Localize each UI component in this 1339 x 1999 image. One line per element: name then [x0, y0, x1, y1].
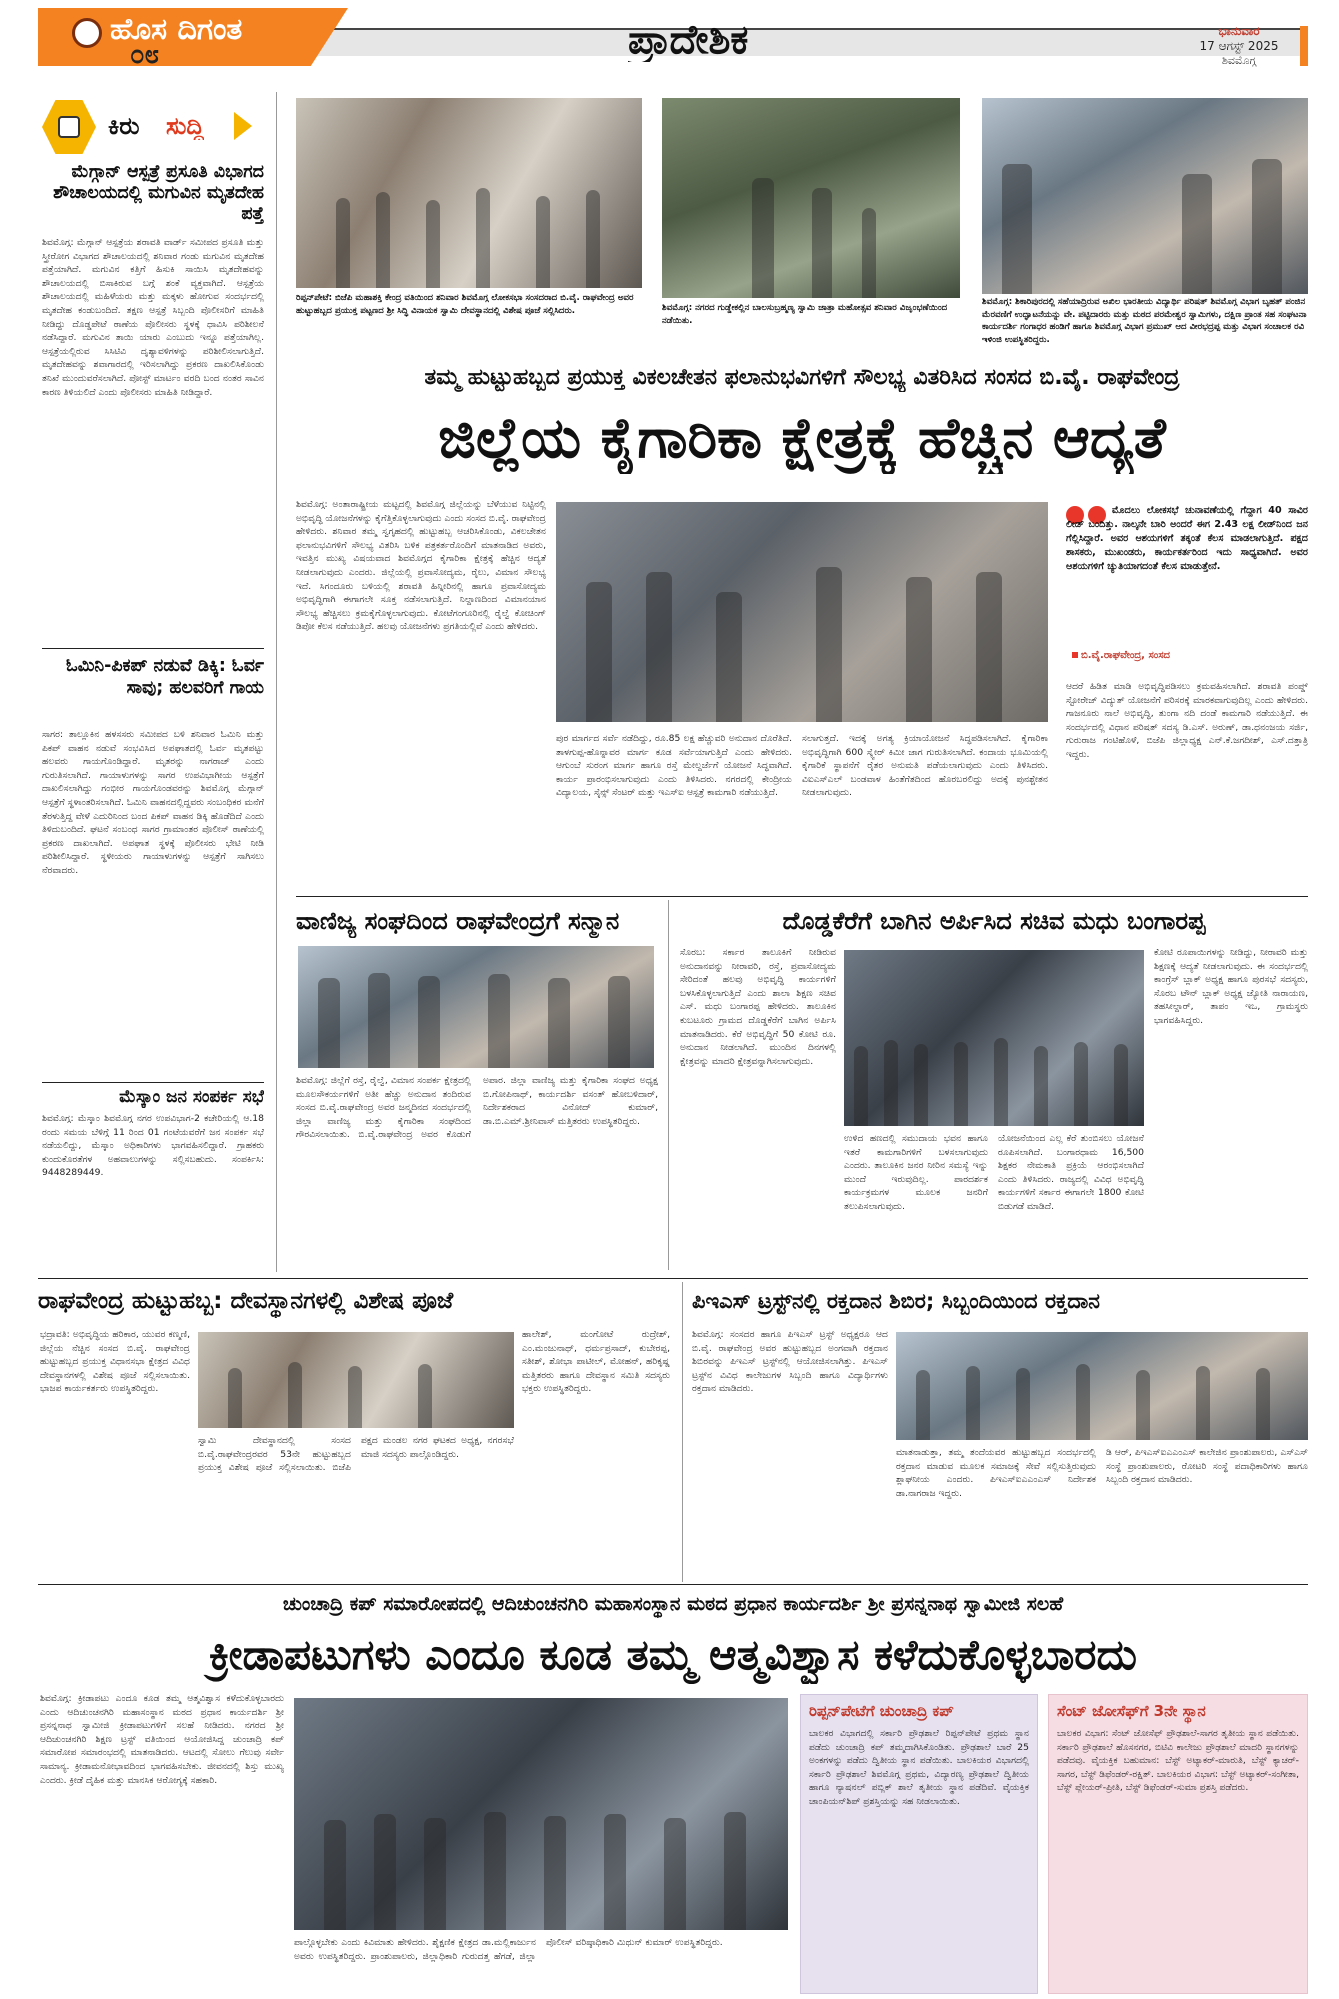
- photo-temple-pooja-bhadravati: [198, 1332, 514, 1428]
- hutuhabba-body-left: ಭದ್ರಾವತಿ: ಅಭಿವೃದ್ಧಿಯ ಹರಿಕಾರ, ಯುವರ ಕಣ್ಮಣಿ, ಜಿಲ್ಲೆಯ ನೆಚ್ಚಿನ ಸಂಸದ ಬಿ.ವೈ. ರಾಘವೇಂದ್ರ ಹುಟ್ಟುಹಬ್ಬದ ಪ್ರಯುಕ್ತ ವಿಧಾನಸಭಾ ಕ್ಷೇತ್ರದ ವಿವಿಧ ದೇವಸ್ಥಾನಗಳಲ್ಲಿ ವಿಶೇಷ ಪೂಜೆ ಸಲ್ಲಿಸಲಾಯಿತು. ಭಾಜಪ ಕಾರ್ಯಕರ್ತರು ಉಪಸ್ಥಿತರಿದ್ದರು.: [40, 1329, 190, 1395]
- quote-byline: [1072, 650, 1170, 661]
- page-number: ೦೮: [130, 42, 160, 68]
- logo-emblem-icon: [72, 18, 102, 48]
- pointing-finger-icon: [58, 116, 80, 138]
- pes-body-right: ಡಿ ಆರ್, ಪಿಇಎಸ್‌ಐಎಎಂಎಸ್ ಕಾಲೇಜಿನ ಪ್ರಾಂಶುಪಾಲರು, ಎಸ್‌ಎಸ್ ಸಂಸ್ಥೆ ಪ್ರಾಂಶುಪಾಲರು, ರೋಟರಿ ಸಂಸ್ಥೆ ಪದಾಧಿಕಾರಿಗಳು ಹಾಗೂ ಸಿಬ್ಬಂದಿ ರಕ್ತದಾನ ಮಾಡಿದರು.: [1106, 1447, 1308, 1486]
- bagina-headline: ದೊಡ್ಡಕೆರೆಗೆ ಬಾಗಿನ ಅರ್ಪಿಸಿದ ಸಚಿವ ಮಧು ಬಂಗಾರಪ್ಪ: [782, 907, 1206, 935]
- result-box-st-joseph: [1048, 1694, 1308, 1994]
- quote-box: [1066, 502, 1308, 672]
- kiru-story2-headline: ಓಮಿನಿ-ಪಿಕಪ್ ನಡುವೆ ಡಿಕ್ಕಿ: ಓರ್ವ ಸಾವು; ಹಲವರಿಗೆ ಗಾಯ: [65, 656, 264, 698]
- vanijya-body: ಶಿವಮೊಗ್ಗ: ಜಿಲ್ಲೆಗೆ ರಸ್ತೆ, ರೈಲ್ವೆ, ವಿಮಾನ ಸಂಪರ್ಕ ಕ್ಷೇತ್ರದಲ್ಲಿ ಮೂಲಸೌಕರ್ಯಗಳಿಗೆ ಅತೀ ಹೆಚ್ಚು ಅನುದಾನ ತಂದಿರುವ ಸಂಸದ ಬಿ.ವೈ.ರಾಘವೇಂದ್ರ ಅವರ ಜನ್ಮದಿನದ ಸಂದರ್ಭದಲ್ಲಿ ಜಿಲ್ಲಾ ವಾಣಿಜ್ಯ ಮತ್ತು ಕೈಗಾರಿಕಾ ಸಂಘದಿಂದ ಗೌರವಿಸಲಾಯಿತು. ಬಿ.ವೈ.ರಾಘವೇಂದ್ರ ಅವರ ಕೊಡುಗೆ ಅಪಾರ. ಜಿಲ್ಲಾ ವಾಣಿಜ್ಯ ಮತ್ತು ಕೈಗಾರಿಕಾ ಸಂಘದ ಅಧ್ಯಕ್ಷ ಬಿ.ಗೋಪಿನಾಥ್, ಕಾರ್ಯದರ್ಶಿ ವಸಂತ್ ಹೋಬಳಿದಾರ್, ನಿರ್ದೇಶಕರಾದ ವಿನೋದ್ ಕುಮಾರ್, ಡಾ.ಬಿ.ಎಮ್.ಶ್ರೀನಿವಾಸ್ ಮತ್ತಿತರರು ಉಪಸ್ಥಿತರಿದ್ದರು.: [296, 1075, 658, 1141]
- hutuhabba-headline: ರಾಘವೇಂದ್ರ ಹುಟ್ಟುಹಬ್ಬ: ದೇವಸ್ಥಾನಗಳಲ್ಲಿ ವಿಶೇಷ ಪೂಜೆ: [38, 1288, 454, 1314]
- kiru-story1-headline: ಮೆಗ್ಗಾನ್ ಆಸ್ಪತ್ರೆ ಪ್ರಸೂತಿ ವಿಭಾಗದ ಶೌಚಾಲಯದಲ್ಲಿ ಮಗುವಿನ ಮೃತದೇಹ ಪತ್ತೆ: [53, 162, 264, 224]
- lead-body-left: ಶಿವಮೊಗ್ಗ: ಅಂತಾರಾಷ್ಟ್ರೀಯ ಮಟ್ಟದಲ್ಲಿ ಶಿವಮೊಗ್ಗ ಜಿಲ್ಲೆಯನ್ನು ಬೆಳೆಯುವ ನಿಟ್ಟಿನಲ್ಲಿ ಅಭಿವೃದ್ಧಿ ಯೋಜನೆಗಳನ್ನು ಕೈಗೆತ್ತಿಕೊಳ್ಳಲಾಗುವುದು ಎಂದು ಸಂಸದ ಬಿ.ವೈ. ರಾಘವೇಂದ್ರ ಹೇಳಿದರು. ಶನಿವಾರ ತಮ್ಮ ಸ್ವಗೃಹದಲ್ಲಿ ಹುಟ್ಟುಹಬ್ಬ ಆಚರಿಸಿಕೊಂಡು, ವಿಕಲಚೇತನ ಫಲಾನುಭವಿಗಳಿಗೆ ಸೌಲಭ್ಯ ವಿತರಿಸಿ ಬಳಿಕ ಪತ್ರಕರ್ತರೊಂದಿಗೆ ಮಾತನಾಡಿದ ಅವರು, ಇವತ್ತಿನ ಮುಖ್ಯ ವಿಷಯವಾದ ಶಿವಮೊಗ್ಗದ ಕೈಗಾರಿಕಾ ಕ್ಷೇತ್ರಕ್ಕೆ ಹೆಚ್ಚಿನ ಆದ್ಯತೆ ನೀಡಲಾಗುವುದು ಎಂದರು. ಜಿಲ್ಲೆಯಲ್ಲಿ ಪ್ರವಾಸೋದ್ಯಮ, ರೈಲು, ವಿಮಾನ ಸೌಲಭ್ಯ ಇದೆ. ಸಿಗಂದೂರು ಬಳಿಯಲ್ಲಿ ಶರಾವತಿ ಹಿನ್ನೀರಿನಲ್ಲಿ ಹಾಗೂ ಪ್ರವಾಸೋದ್ಯಮ ಅಭಿವೃದ್ಧಿಗಾಗಿ ಈಗಾಗಲೇ ಸೂಕ್ತ ನಡೆಸಲಾಗುತ್ತಿದೆ. ನಿಲ್ದಾಣದಿಂದ ವಿಮಾನಯಾನ ಸೌಲಭ್ಯ ಹೆಚ್ಚಿಸಲು ಕ್ರಮಕೈಗೊಳ್ಳಲಾಗುವುದು. ಕೋಟೆಗಂಗೂರಿನಲ್ಲಿ ರೈಲ್ವೆ ಕೋಚಿಂಗ್ ಡಿಪೋ ಕೆಲಸ ನಡೆಯುತ್ತಿದೆ. ಹಲವು ಯೋಜನೆಗಳು ಪ್ರಗತಿಯಲ್ಲಿವೆ ಎಂದು ಹೇಳಿದರು.: [296, 499, 546, 633]
- bagina-body-mid: ಉಳಿದ ಹಣದಲ್ಲಿ ಸಮುದಾಯ ಭವನ ಹಾಗೂ ಇತರೆ ಕಾಮಗಾರಿಗಳಿಗೆ ಬಳಸಲಾಗುವುದು ಎಂದರು. ತಾಲೂಕಿನ ಜನರ ನೀರಿನ ಸಮಸ್ಯೆ ಇನ್ನು ಮುಂದೆ ಇರುವುದಿಲ್ಲ. ಪಾರದರ್ಶಕ ಕಾರ್ಯಕ್ರಮಗಳ ಮೂಲಕ ಜನರಿಗೆ ತಲುಪಿಸಲಾಗುವುದು.: [844, 1133, 988, 1212]
- krida-headline: ಕ್ರೀಡಾಪಟುಗಳು ಎಂದೂ ಕೂಡ ತಮ್ಮ ಆತ್ಮವಿಶ್ವಾಸ ಕಳೆದುಕೊಳ್ಳಬಾರದು: [208, 1630, 1138, 1679]
- kiru-story1-body: ಶಿವಮೊಗ್ಗ: ಮೆಗ್ಗಾನ್ ಆಸ್ಪತ್ರೆಯ ಶರಾವತಿ ವಾರ್ಡ್ ಸಮೀಪದ ಪ್ರಸೂತಿ ಮತ್ತು ಸ್ತ್ರೀರೋಗ ವಿಭಾಗದ ಶೌಚಾಲಯದಲ್ಲಿ ಶನಿವಾರ ಗಂಡು ಮಗುವಿನ ಮೃತದೇಹ ಪತ್ತೆಯಾಗಿದೆ. ಮಗುವಿನ ಕತ್ತಿಗೆ ಹಿಸುಕಿ ಸಾಯಿಸಿ ಮೃತದೇಹವನ್ನು ಶೌಚಾಲಯದಲ್ಲಿ ಬಿಸಾಕಿರುವ ಬಗ್ಗೆ ಶಂಕೆ ವ್ಯಕ್ತವಾಗಿದೆ. ಆಸ್ಪತ್ರೆಯ ಶೌಚಾಲಯದಲ್ಲಿ ಮಹಿಳೆಯರು ಮತ್ತು ಮಕ್ಕಳು ಹೋಗುವ ಸಂದರ್ಭದಲ್ಲಿ ಮೃತದೇಹ ಕಂಡುಬಂದಿದೆ. ತಕ್ಷಣ ಆಸ್ಪತ್ರೆ ಸಿಬ್ಬಂದಿ ಪೊಲೀಸರಿಗೆ ಮಾಹಿತಿ ನೀಡಿದ್ದು ದೊಡ್ಡಪೇಟೆ ಠಾಣೆಯ ಪೊಲೀಸರು ಸ್ಥಳಕ್ಕೆ ಧಾವಿಸಿ ಪರಿಶೀಲನೆ ನಡೆಸಿದ್ದಾರೆ. ಮಗುವಿನ ತಾಯಿ ಯಾರು ಎಂಬುದು ಇನ್ನೂ ಪತ್ತೆಯಾಗಿಲ್ಲ. ಆಸ್ಪತ್ರೆಯಲ್ಲಿರುವ ಸಿಸಿಟಿವಿ ದೃಶ್ಯಾವಳಿಗಳನ್ನು ಪರಿಶೀಲಿಸಲಾಗುತ್ತಿದೆ. ಮೃತದೇಹವನ್ನು ಶವಾಗಾರದಲ್ಲಿ ಇರಿಸಲಾಗಿದ್ದು ಪ್ರಕರಣ ದಾಖಲಿಸಿಕೊಂಡು ತನಿಖೆ ಮುಂದುವರೆಸಲಾಗಿದೆ. ಪೋಸ್ಟ್ ಮಾರ್ಟಂ ವರದಿ ಬಂದ ನಂತರ ಸಾವಿನ ಕಾರಣ ತಿಳಿಯಲಿದೆ ಎಂದು ಪೊಲೀಸರು ಮಾಹಿತಿ ನೀಡಿದ್ದಾರೆ.: [42, 237, 264, 398]
- kiru-label: ಕಿರು: [108, 112, 140, 140]
- pes-headline: ಪಿಇಎಸ್ ಟ್ರಸ್ಟ್‌ನಲ್ಲಿ ರಕ್ತದಾನ ಶಿಬಿರ; ಸಿಬ್ಬಂದಿಯಿಂದ ರಕ್ತದಾನ: [692, 1289, 1100, 1313]
- bagina-body-left: ಸೊರಬ: ಸರ್ಕಾರ ತಾಲೂಕಿಗೆ ನೀಡಿರುವ ಅನುದಾನವನ್ನು ನೀರಾವರಿ, ರಸ್ತೆ, ಪ್ರವಾಸೋದ್ಯಮ ಸೇರಿದಂತೆ ಹಲವು ಅಭಿವೃದ್ಧಿ ಕಾರ್ಯಗಳಿಗೆ ಬಳಸಿಕೊಳ್ಳಲಾಗುತ್ತಿದೆ ಎಂದು ಶಾಲಾ ಶಿಕ್ಷಣ ಸಚಿವ ಎಸ್. ಮಧು ಬಂಗಾರಪ್ಪ ಹೇಳಿದರು. ತಾಲೂಕಿನ ಕುಬಟೂರು ಗ್ರಾಮದ ದೊಡ್ಡಕೆರೆಗೆ ಬಾಗಿನ ಅರ್ಪಿಸಿ ಮಾತನಾಡಿದರು. ಕೆರೆ ಅಭಿವೃದ್ಧಿಗೆ 50 ಕೋಟಿ ರೂ. ಅನುದಾನ ನೀಡಲಾಗಿದೆ. ಮುಂದಿನ ದಿನಗಳಲ್ಲಿ ಕ್ಷೇತ್ರವನ್ನು ಮಾದರಿ ಕ್ಷೇತ್ರವನ್ನಾಗಿಸಲಾಗುವುದು.: [680, 947, 836, 1067]
- krida-photo-caption: ಪಾಲ್ಗೊಳ್ಳಬೇಕು ಎಂದು ಕಿವಿಮಾತು ಹೇಳಿದರು. ಶೈಕ್ಷಣಿಕ ಕ್ಷೇತ್ರದ ಡಾ.ಮಲ್ಲಿಕಾರ್ಜುನ ಅವರು ಉಪಸ್ಥಿತರಿದ್ದರು. ಪ್ರಾಂಶುಪಾಲರು, ಜಿಲ್ಲಾಧಿಕಾರಿ ಗುರುದತ್ತ ಹೆಗಡೆ, ಜಿಲ್ಲಾ ಪೊಲೀಸ್ ವರಿಷ್ಠಾಧಿಕಾರಿ ಮಿಥುನ್ ಕುಮಾರ್ ಉಪಸ್ಥಿತರಿದ್ದರು.: [294, 1937, 723, 1962]
- krida-kicker: ಚುಂಚಾದ್ರಿ ಕಪ್ ಸಮಾರೋಪದಲ್ಲಿ ಆದಿಚುಂಚನಗಿರಿ ಮಹಾಸಂಸ್ಥಾನ ಮಠದ ಪ್ರಧಾನ ಕಾರ್ಯದರ್ಶಿ ಶ್ರೀ ಪ್ರಸನ್ನನಾಥ ಸ್ವಾಮೀಜಿ ಸಲಹೆ: [282, 1593, 1064, 1615]
- photo-jatra-procession: [662, 98, 960, 298]
- kiru-story2-body: ಸಾಗರ: ತಾಲ್ಲೂಕಿನ ಹಳಸಸರು ಸಮೀಪದ ಬಳಿ ಶನಿವಾರ ಓಮಿನಿ ಮತ್ತು ಪಿಕಪ್ ವಾಹನ ನಡುವೆ ಸಂಭವಿಸಿದ ಅಪಘಾತದಲ್ಲಿ ಓರ್ವ ಮೃತಪಟ್ಟು ಹಲವರು ಗಾಯಗೊಂಡಿದ್ದಾರೆ. ಮೃತರನ್ನು ನಾಗರಾಜ್ ಎಂದು ಗುರುತಿಸಲಾಗಿದೆ. ಗಾಯಾಳುಗಳನ್ನು ಸಾಗರ ಉಪವಿಭಾಗೀಯ ಆಸ್ಪತ್ರೆಗೆ ದಾಖಲಿಸಲಾಗಿದ್ದು ಗಂಭೀರ ಗಾಯಗೊಂಡವರನ್ನು ಶಿವಮೊಗ್ಗ ಮೆಗ್ಗಾನ್ ಆಸ್ಪತ್ರೆಗೆ ಸ್ಥಳಾಂತರಿಸಲಾಗಿದೆ. ಓಮಿನಿ ವಾಹನದಲ್ಲಿದ್ದವರು ಸಂಬಂಧಿಕರ ಮನೆಗೆ ತೆರಳುತ್ತಿದ್ದ ವೇಳೆ ಎದುರಿನಿಂದ ಬಂದ ಪಿಕಪ್ ವಾಹನ ಡಿಕ್ಕಿ ಹೊಡೆದಿದೆ ಎಂದು ತಿಳಿದುಬಂದಿದೆ. ಘಟನೆ ಸಂಬಂಧ ಸಾಗರ ಗ್ರಾಮಾಂತರ ಪೊಲೀಸ್ ಠಾಣೆಯಲ್ಲಿ ಪ್ರಕರಣ ದಾಖಲಾಗಿದೆ. ಅಪಘಾತ ಸ್ಥಳಕ್ಕೆ ಪೊಲೀಸರು ಭೇಟಿ ನೀಡಿ ಪರಿಶೀಲಿಸಿದ್ದಾರೆ. ಸ್ಥಳೀಯರು ಗಾಯಾಳುಗಳನ್ನು ಆಸ್ಪತ್ರೆಗೆ ಸಾಗಿಸಲು ನೆರವಾದರು.: [42, 729, 264, 876]
- result-box-title: ಸೆಂಟ್ ಜೋಸೆಫ್‌ಗೆ 3ನೇ ಸ್ಥಾನ: [1057, 1702, 1206, 1720]
- divider: [296, 896, 1308, 897]
- kiru-story3-headline: ಮೆಸ್ಕಾಂ ಜನ ಸಂಪರ್ಕ ಸಭೆ: [119, 1087, 264, 1107]
- bagina-body-mid2: ಯೋಜನೆಯಿಂದ ಎಲ್ಲ ಕೆರೆ ತುಂಬಿಸಲು ಯೋಜನೆ ರೂಪಿಸಲಾಗಿದೆ. ಬಂಗಾರಧಾಮ 16,500 ಶಿಕ್ಷಕರ ನೇಮಕಾತಿ ಪ್ರಕ್ರಿಯೆ ಆರಂಭಿಸಲಾಗಿದೆ ಎಂದು ತಿಳಿಸಿದರು. ರಾಜ್ಯದಲ್ಲಿ ವಿವಿಧ ಅಭಿವೃದ್ಧಿ ಕಾರ್ಯಗಳಿಗೆ ಸರ್ಕಾರ ಈಗಾಗಲೇ 1800 ಕೋಟಿ ಬಿಡುಗಡೆ ಮಾಡಿದೆ.: [998, 1133, 1144, 1212]
- bagina-body-right: ಕೋಟಿ ರೂಪಾಯಿಗಳನ್ನು ನೀಡಿದ್ದು, ನೀರಾವರಿ ಮತ್ತು ಶಿಕ್ಷಣಕ್ಕೆ ಆದ್ಯತೆ ನೀಡಲಾಗುವುದು. ಈ ಸಂದರ್ಭದಲ್ಲಿ ಕಾಂಗ್ರೆಸ್ ಬ್ಲಾಕ್ ಅಧ್ಯಕ್ಷ ಹಾಗೂ ಪುರಸಭೆ ಸದಸ್ಯರು, ಸೊರಬ ಟೌನ್ ಬ್ಲಾಕ್ ಅಧ್ಯಕ್ಷ ಜ್ಯೋತಿ ನಾರಾಯಣ, ತಹಸೀಲ್ದಾರ್, ತಾಪಂ ಇಒ, ಗ್ರಾಮಸ್ಥರು ಭಾಗವಹಿಸಿದ್ದರು.: [1154, 947, 1308, 1026]
- photo-felicitation: [298, 946, 654, 1068]
- pes-body-mid: ಮಾತನಾಡುತ್ತಾ, ತಮ್ಮ ತಂದೆಯವರ ಹುಟ್ಟುಹಬ್ಬದ ಸಂದರ್ಭದಲ್ಲಿ ರಕ್ತದಾನ ಮಾಡುವ ಮೂಲಕ ಸಮಾಜಕ್ಕೆ ಸೇವೆ ಸಲ್ಲಿಸುತ್ತಿರುವುದು ಶ್ಲಾಘನೀಯ ಎಂದರು. ಪಿಇಎಸ್‌ಐಎಎಂಎಸ್ ನಿರ್ದೇಶಕ ಡಾ.ನಾಗರಾಜ ಇದ್ದರು.: [896, 1447, 1096, 1499]
- column-divider: [682, 1282, 683, 1582]
- divider: [38, 1278, 1308, 1279]
- edition-label: ಶಿವಮೊಗ್ಗ: [1221, 54, 1257, 67]
- quote-author: ಬಿ.ವೈ.ರಾಘವೇಂದ್ರ, ಸಂಸದ: [1081, 650, 1170, 661]
- vanijya-headline: ವಾಣಿಜ್ಯ ಸಂಘದಿಂದ ರಾಘವೇಂದ್ರಗೆ ಸನ್ಮಾನ: [296, 907, 620, 935]
- lead-body-mid2: ಸಲಾಗುತ್ತದೆ. ಇದಕ್ಕೆ ಅಗತ್ಯ ಕ್ರಿಯಾಯೋಜನೆ ಸಿದ್ಧಪಡಿಸಲಾಗಿದೆ. ಕೈಗಾರಿಕಾ ಅಭಿವೃದ್ಧಿಗಾಗಿ 600 ಸ್ಕ್ವೇರ್ ಕಿಮೀ ಜಾಗ ಗುರುತಿಸಲಾಗಿದೆ. ಕಂದಾಯ ಭೂಮಿಯಲ್ಲಿ ಕೈಗಾರಿಕೆ ಸ್ಥಾಪನೆಗೆ ರೈತರ ಅನುಮತಿ ಪಡೆಯಲಾಗುವುದು ಎಂದು ತಿಳಿಸಿದರು. ವಿಐಎಸ್‌ಎಲ್ ಬಂಡವಾಳ ಹಿಂತೆಗೆತದಿಂದ ಹೊರಬರಲಿದ್ದು ಅದಕ್ಕೆ ಪುನಶ್ಚೇತನ ನೀಡಲಾಗುವುದು.: [802, 733, 1048, 799]
- logo-text: ಹೊಸ ದಿಗಂತ: [110, 12, 243, 47]
- kiru-suddi-badge: [42, 98, 262, 156]
- result-box-rippanpete: [800, 1694, 1038, 1994]
- date-block: [1178, 24, 1300, 68]
- photo-caption: ಶಿವಮೊಗ್ಗ: ನಗರದ ಗುಡ್ಡೇಕಲ್ಲಿನ ಬಾಲಸುಬ್ರಹ್ಮಣ್ಯ ಸ್ವಾಮಿ ಜಾತ್ರಾ ಮಹೋತ್ಸವ ಶನಿವಾರ ವಿಜೃಂಭಣೆಯಿಂದ ನಡೆಯಿತು.: [662, 303, 948, 326]
- photo-caption: ರಿಪ್ಪನ್‌ಪೇಟೆ: ಬಿಜೆಪಿ ಮಹಾಶಕ್ತಿ ಕೇಂದ್ರ ವತಿಯಿಂದ ಶನಿವಾರ ಶಿವಮೊಗ್ಗ ಲೋಕಸಭಾ ಸಂಸದರಾದ ಬಿ.ವೈ. ರಾಘವೇಂದ್ರ ಅವರ ಹುಟ್ಟುಹಬ್ಬದ ಪ್ರಯುಕ್ತ ಪಟ್ಟಣದ ಶ್ರೀ ಸಿದ್ಧಿ ವಿನಾಯಕ ಸ್ವಾಮಿ ದೇವಸ್ಥಾನದಲ್ಲಿ ವಿಶೇಷ ಪೂಜೆ ಸಲ್ಲಿಸಿದರು.: [296, 293, 634, 316]
- column-divider: [668, 900, 669, 1270]
- photo-abvp-event: [982, 98, 1308, 294]
- quote-text: ಮೊದಲು ಲೋಕಸಭೆ ಚುನಾವಣೆಯಲ್ಲಿ ಗೆದ್ದಾಗ 40 ಸಾವಿರ ಲೀಡ್ ಬಂದಿತ್ತು. ನಾಲ್ಕನೇ ಬಾರಿ ಅಂದರೆ ಈಗ 2.43 ಲಕ್ಷ ಲೀಡ್‌ನಿಂದ ಜನ ಗೆಲ್ಲಿಸಿದ್ದಾರೆ. ಅವರ ಆಶಯಗಳಿಗೆ ತಕ್ಕಂತೆ ಕೆಲಸ ಮಾಡಲಾಗುತ್ತಿದೆ. ಪಕ್ಷದ ಶಾಸಕರು, ಮುಖಂಡರು, ಕಾರ್ಯಕರ್ತರಿಂದ ಇದು ಸಾಧ್ಯವಾಗಿದೆ. ಅವರ ಆಶಯಗಳಿಗೆ ಚ್ಯುತಿಯಾಗದಂತೆ ಕೆಲಸ ಮಾಡುತ್ತೇನೆ.: [1066, 505, 1308, 572]
- masthead: [38, 8, 1308, 66]
- lead-kicker: ತಮ್ಮ ಹುಟ್ಟುಹಬ್ಬದ ಪ್ರಯುಕ್ತ ವಿಕಲಚೇತನ ಫಲಾನುಭವಿಗಳಿಗೆ ಸೌಲಭ್ಯ ವಿತರಿಸಿದ ಸಂಸದ ಬಿ.ವೈ. ರಾಘವೇಂದ್ರ: [424, 365, 1180, 390]
- hutuhabba-body-right: ಹಾಲೇಶ್, ಮಂಗೋಟೆ ರುದ್ರೇಶ್, ಎಂ.ಮಂಜುನಾಥ್, ಧರ್ಮಪ್ರಸಾದ್, ಕುಬೇರಪ್ಪ, ಸತೀಶ್, ಶೋಭಾ ಪಾಟೀಲ್, ಮೋಹನ್, ಹರಿಕೃಷ್ಣ ಮತ್ತಿತರರು ಹಾಗೂ ದೇವಸ್ಥಾನ ಸಮಿತಿ ಸದಸ್ಯರು ಭಕ್ತರು ಉಪಸ್ಥಿತರಿದ್ದರು.: [522, 1329, 670, 1395]
- photo-chunchadri-cup-team: [294, 1698, 788, 1930]
- divider: [38, 1584, 1308, 1585]
- photo-caption: ಶಿವಮೊಗ್ಗ: ಶಿಕಾರಿಪುರದಲ್ಲಿ ಸಹೆಯಾದ್ರಿರುವ ಅಖಿಲ ಭಾರತೀಯ ವಿದ್ಯಾರ್ಥಿ ಪರಿಷತ್ ಶಿವಮೊಗ್ಗ ವಿಭಾಗ ಬೃಹತ್ ಪಂಜಿನ ಮೆರವಣಿಗೆ ಉದ್ಘಾಟನೆಯನ್ನು ವೇ. ಪಟ್ಟಿದಾರರು ಮತ್ತು ಮಠದ ಪರಮೇಶ್ವರ ಸ್ವಾಮಿಗಳು, ದಕ್ಷಿಣ ಪ್ರಾಂತ ಸಹ ಸಂಘಟನಾ ಕಾರ್ಯದರ್ಶಿ ಗಂಗಾಧರ ಹಂಡಿಗೆ ಹಾಗೂ ಶಿವಮೊಗ್ಗ ವಿಭಾಗ ಪ್ರಮುಖ್ ಆದ ವೀರಭದ್ರಪ್ಪ ಮತ್ತು ವಿಭಾಗ ಸಂಚಾಲಕ ರವಿ ಇಳಿಂಜಿ ಉಪಸ್ಥಿತರಿದ್ದರು.: [982, 297, 1307, 345]
- column-divider: [276, 92, 277, 1272]
- photo-bagina-lake: [844, 950, 1144, 1126]
- photo-blood-donation: [896, 1332, 1308, 1440]
- chevron-right-icon: [234, 112, 252, 140]
- suddi-label: ಸುದ್ದಿ: [166, 112, 205, 140]
- divider: [42, 648, 264, 649]
- date-label: 17 ಆಗಸ್ಟ್ 2025: [1199, 39, 1279, 53]
- lead-headline: ಜಿಲ್ಲೆಯ ಕೈಗಾರಿಕಾ ಕ್ಷೇತ್ರಕ್ಕೆ ಹೆಚ್ಚಿನ ಆದ್ಯತೆ: [438, 406, 1166, 471]
- date-accent-bar: [1300, 26, 1308, 66]
- divider: [42, 1082, 264, 1083]
- pes-body-left: ಶಿವಮೊಗ್ಗ: ಸಂಸದರ ಹಾಗೂ ಪಿಇಎಸ್ ಟ್ರಸ್ಟ್ ಅಧ್ಯಕ್ಷರೂ ಆದ ಬಿ.ವೈ. ರಾಘವೇಂದ್ರ ಅವರ ಹುಟ್ಟುಹಬ್ಬದ ಅಂಗವಾಗಿ ರಕ್ತದಾನ ಶಿಬಿರವನ್ನು ಪಿಇಎಸ್ ಟ್ರಸ್ಟ್‌ನಲ್ಲಿ ಆಯೋಜಿಸಲಾಗಿತ್ತು. ಪಿಇಎಸ್ ಟ್ರಸ್ಟ್‌ನ ವಿವಿಧ ಕಾಲೇಜುಗಳ ಸಿಬ್ಬಂದಿ ಹಾಗೂ ವಿದ್ಯಾರ್ಥಿಗಳು ರಕ್ತದಾನ ಮಾಡಿದರು.: [692, 1329, 888, 1395]
- lead-body-right: ಆದರೆ ಹಿಡಿತ ಮಾಡಿ ಅಭಿವೃದ್ಧಿಪಡಿಸಲು ಕ್ರಮವಹಿಸಲಾಗಿದೆ. ಶರಾವತಿ ಪಂಪ್ಡ್ ಸ್ಟೋರೇಜ್ ವಿದ್ಯುತ್ ಯೋಜನೆಗೆ ಪರಿಸರಕ್ಕೆ ಮಾರಕವಾಗುವುದಿಲ್ಲ ಎಂದು ಹೇಳಿದರು. ಗಾಜನೂರು ನಾಲೆ ಅಭಿವೃದ್ಧಿ, ತುಂಗಾ ನದಿ ದಂಡೆ ಕಾಮಗಾರಿ ನಡೆಯುತ್ತಿದೆ. ಈ ಸಂದರ್ಭದಲ್ಲಿ ವಿಧಾನ ಪರಿಷತ್ ಸದಸ್ಯ ಡಿ.ಎಸ್. ಅರುಣ್, ಡಾ.ಧನಂಜಯ ಸರ್ಜಿ, ಗುರುರಾಜ ಗಂಟಿಹೊಳೆ, ಬಿಜೆಪಿ ಜಿಲ್ಲಾಧ್ಯಕ್ಷ ಎನ್.ಕೆ.ಜಗದೀಶ್, ಎಸ್.ದತ್ತಾತ್ರಿ ಇದ್ದರು.: [1066, 681, 1308, 760]
- day-label: ಭಾನುವಾರ: [1218, 24, 1260, 38]
- kiru-story3-body: ಶಿವಮೊಗ್ಗ: ಮೆಸ್ಕಾಂ ಶಿವಮೊಗ್ಗ ನಗರ ಉಪವಿಭಾಗ-2 ಕಚೇರಿಯಲ್ಲಿ ಆ.18 ರಂದು ಸಮಯ ಬೆಳಿಗ್ಗೆ 11 ರಿಂದ 01 ಗಂಟೆಯವರೆಗೆ ಜನ ಸಂಪರ್ಕ ಸಭೆ ನಡೆಯಲಿದ್ದು, ಮೆಸ್ಕಾಂ ಅಧಿಕಾರಿಗಳು ಭಾಗವಹಿಸಲಿದ್ದಾರೆ. ಗ್ರಾಹಕರು ಕುಂದುಕೊರತೆಗಳ ಅಹವಾಲುಗಳನ್ನು ಸಲ್ಲಿಸಬಹುದು. ಸಂಪರ್ಕಿಸಿ: 9448289449.: [42, 1113, 264, 1179]
- krida-body-left: ಶಿವಮೊಗ್ಗ: ಕ್ರೀಡಾಪಟು ಎಂದೂ ಕೂಡ ತಮ್ಮ ಆತ್ಮವಿಶ್ವಾಸ ಕಳೆದುಕೊಳ್ಳಬಾರದು ಎಂದು ಆದಿಚುಂಚನಗಿರಿ ಮಹಾಸಂಸ್ಥಾನ ಮಠದ ಪ್ರಧಾನ ಕಾರ್ಯದರ್ಶಿ ಶ್ರೀ ಪ್ರಸನ್ನನಾಥ ಸ್ವಾಮೀಜಿ ಕ್ರೀಡಾಪಟುಗಳಿಗೆ ಸಲಹೆ ನೀಡಿದರು. ನಗರದ ಶ್ರೀ ಆದಿಚುಂಚನಗಿರಿ ಶಿಕ್ಷಣ ಟ್ರಸ್ಟ್ ವತಿಯಿಂದ ಆಯೋಜಿಸಿದ್ದ ಚುಂಚಾದ್ರಿ ಕಪ್ ಸಮಾರೋಪ ಸಮಾರಂಭದಲ್ಲಿ ಮಾತನಾಡಿದರು. ಆಟದಲ್ಲಿ ಸೋಲು ಗೆಲುವು ಸರ್ವೇ ಸಾಮಾನ್ಯ. ಕ್ರೀಡಾಮನೋಭಾವದಿಂದ ಭಾಗವಹಿಸಬೇಕು. ಜೀವನದಲ್ಲಿ ಶಿಸ್ತು ಮುಖ್ಯ ಎಂದರು. ಕ್ರೀಡೆ ದೈಹಿಕ ಮತ್ತು ಮಾನಸಿಕ ಆರೋಗ್ಯಕ್ಕೆ ಸಹಕಾರಿ.: [40, 1693, 284, 1786]
- result-box-body: ಬಾಲಕರ ವಿಭಾಗದಲ್ಲಿ ಸರ್ಕಾರಿ ಪ್ರೌಢಶಾಲೆ ರಿಪ್ಪನ್‌ಪೇಟೆ ಪ್ರಥಮ ಸ್ಥಾನ ಪಡೆದು ಚುಂಚಾದ್ರಿ ಕಪ್ ತಮ್ಮದಾಗಿಸಿಕೊಂಡಿತು. ಪ್ರೌಢಶಾಲೆ ಬಾರೆ 25 ಅಂಕಗಳನ್ನು ಪಡೆದು ದ್ವಿತೀಯ ಸ್ಥಾನ ಪಡೆಯಿತು. ಬಾಲಕಿಯರ ವಿಭಾಗದಲ್ಲಿ ಸರ್ಕಾರಿ ಪ್ರೌಢಶಾಲೆ ಶಿವಮೊಗ್ಗ ಪ್ರಥಮ, ವಿದ್ಯಾರಣ್ಯ ಪ್ರೌಢಶಾಲೆ ದ್ವಿತೀಯ ಹಾಗೂ ನ್ಯಾಷನಲ್ ಪಬ್ಲಿಕ್ ಶಾಲೆ ತೃತೀಯ ಸ್ಥಾನ ಪಡೆದಿವೆ. ವೈಯಕ್ತಿಕ ಚಾಂಪಿಯನ್‌ಶಿಪ್ ಪ್ರಶಸ್ತಿಯನ್ನು ಸಹ ನೀಡಲಾಯಿತು.: [809, 1728, 1029, 1807]
- photo-temple-pooja: [296, 98, 642, 288]
- result-box-body: ಬಾಲಕರ ವಿಭಾಗ: ಸೆಂಟ್ ಜೋಸೆಫ್ ಪ್ರೌಢಶಾಲೆ-ಸಾಗರ ತೃತೀಯ ಸ್ಥಾನ ಪಡೆಯಿತು. ಸರ್ಕಾರಿ ಪ್ರೌಢಶಾಲೆ ಹೊಸನಗರ, ಬಿಟಿವಿ ಕಾಲೇಜು ಪ್ರೌಢಶಾಲೆ ಮಾದರಿ ಸ್ಥಾನಗಳನ್ನು ಪಡೆದವು. ವೈಯಕ್ತಿಕ ಬಹುಮಾನ: ಬೆಸ್ಟ್ ಅಟ್ಯಾಕರ್-ಮಾರುತಿ, ಬೆಸ್ಟ್ ಕ್ಯಾಚರ್-ಸಾಗರ, ಬೆಸ್ಟ್ ಡಿಫೆಂಡರ್-ರಕ್ಷಿತ್. ಬಾಲಕಿಯರ ವಿಭಾಗ: ಬೆಸ್ಟ್ ಅಟ್ಯಾಕರ್-ಸಂಗೀತಾ, ಬೆಸ್ಟ್ ಪ್ಲೇಯರ್-ಪ್ರೀತಿ, ಬೆಸ್ಟ್ ಡಿಫೆಂಡರ್-ಸುಮಾ ಪ್ರಶಸ್ತಿ ಪಡೆದರು.: [1057, 1728, 1299, 1794]
- result-box-title: ರಿಪ್ಪನ್‌ಪೇಟೆಗೆ ಚುಂಚಾದ್ರಿ ಕಪ್: [809, 1702, 954, 1720]
- photo-scooter-distribution: [556, 502, 1048, 722]
- section-title: ಪ್ರಾದೇಶಿಕ: [628, 18, 749, 62]
- hutuhabba-body-mid: ಸ್ವಾಮಿ ದೇವಸ್ಥಾನದಲ್ಲಿ ಸಂಸದ ಬಿ.ವೈ.ರಾಘವೇಂದ್ರರವರ 53ನೇ ಹುಟ್ಟುಹಬ್ಬದ ಪ್ರಯುಕ್ತ ವಿಶೇಷ ಪೂಜೆ ಸಲ್ಲಿಸಲಾಯಿತು. ಬಿಜೆಪಿ ಪಕ್ಷದ ಮಂಡಲ ನಗರ ಘಟಕದ ಅಧ್ಯಕ್ಷ, ನಗರಸಭೆ ಮಾಜಿ ಸದಸ್ಯರು ಪಾಲ್ಗೊಂಡಿದ್ದರು.: [198, 1435, 514, 1474]
- lead-body-mid: ಪುರ ಮಾರ್ಗದ ಸರ್ವೆ ನಡೆದಿದ್ದು, ರೂ.85 ಲಕ್ಷ ಹೆಚ್ಚುವರಿ ಅನುದಾನ ದೊರೆತಿದೆ. ತಾಳಗುಪ್ಪ-ಹೊನ್ನಾವರ ಮಾರ್ಗ ಕೂಡ ಸರ್ವೆಯಾಗುತ್ತಿದೆ ಎಂದು ಹೇಳಿದರು. ಆಗುಂಬೆ ಸುರಂಗ ಮಾರ್ಗ ಹಾಗೂ ರಸ್ತೆ ಮೇಲ್ದರ್ಜೆಗೆ ಯೋಜನೆ ಸಿದ್ಧವಾಗಿದೆ. ಕಾರ್ಯ ಪ್ರಾರಂಭಿಸಲಾಗುವುದು ಎಂದು ತಿಳಿಸಿದರು. ನಗರದಲ್ಲಿ ಕೇಂದ್ರೀಯ ವಿದ್ಯಾಲಯ, ಸೈನ್ಸ್ ಸೆಂಟರ್ ಮತ್ತು ಇಎಸ್‌ಐ ಆಸ್ಪತ್ರೆ ಕಾಮಗಾರಿ ನಡೆಯುತ್ತಿದೆ.: [556, 733, 792, 799]
